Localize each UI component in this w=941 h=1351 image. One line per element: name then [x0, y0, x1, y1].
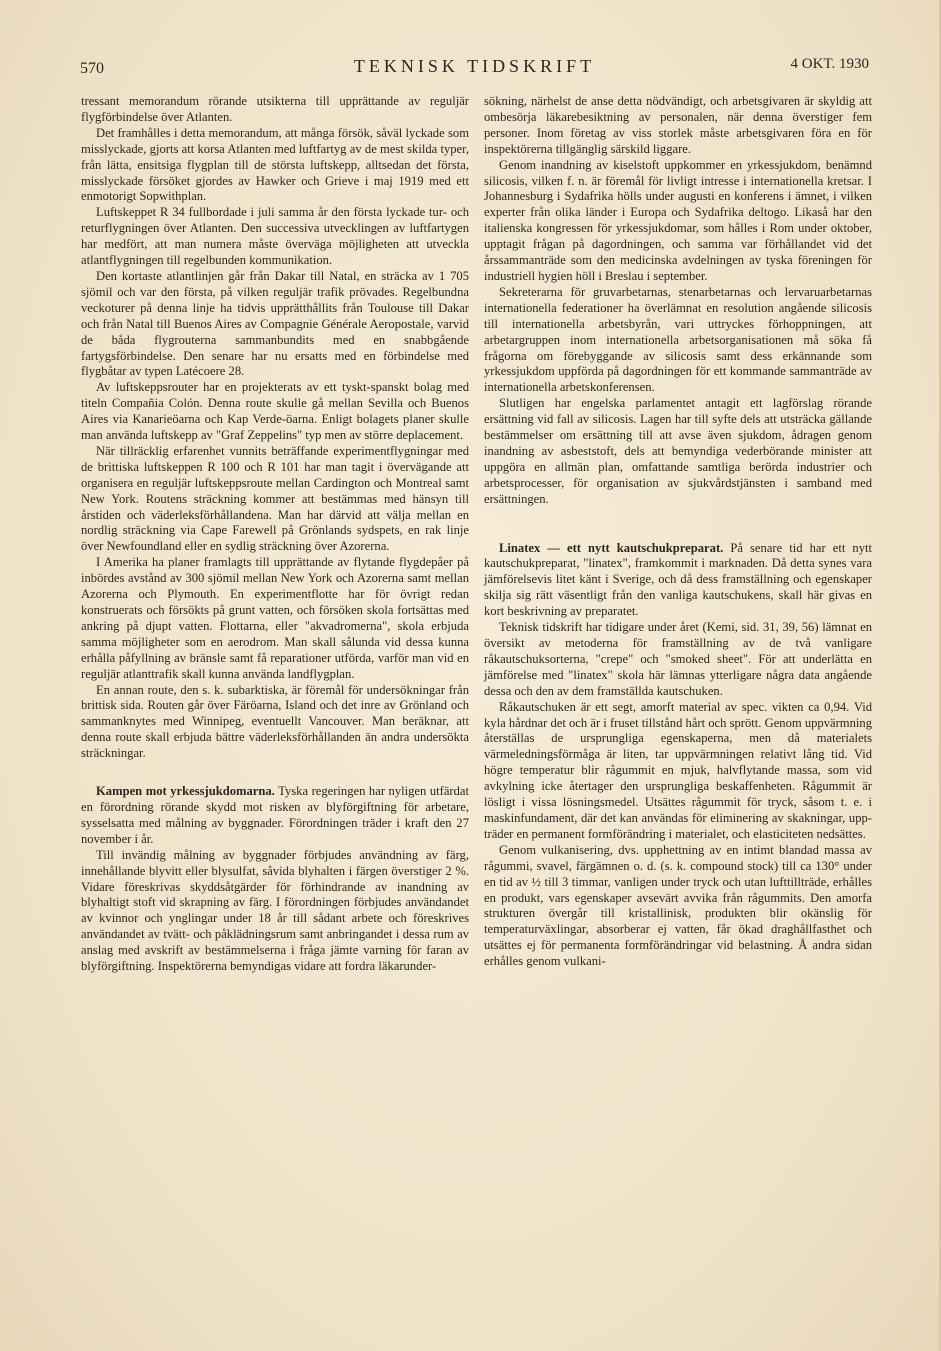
paragraph: Genom inandning av kiselstoft uppkommer en yrkessjukdom, benämnd silicosis, vilken f. n. är föremål för livligt intresse i internationella kretsar. I Johannesburg i Sydafrika hölls under augusti en konferens i ämnet, i vilken experter från olika länder i Europa och Sydafrika deltogo. Likaså har den italienska kongressen för yrkessjukdomar, som hålles i Rom under oktober, upptagit frågan på dagordningen, och samma var förhållandet vid det årssammanträde som den medicinska avdelningen av tyska föreningen för industriell hygien höll i Breslau i september. — [484, 157, 872, 283]
section-lead-text: På senare tid har ett nytt kautschukpreparat, "linatex", framkommit i marknaden. Då detta synes vara jämförelsevis litet känt i Sverige, och då dess framställning och egenskaper skilja sig rätt väsentligt från den vanliga kautschukens, skall här givas en kort beskrivning av preparatet. — [484, 540, 873, 619]
section-lead-text: Tyska regeringen har nyligen utfärdat en förordning rörande skydd mot risken av blyförgiftning för arbetare, sysselsatta med målning av byggnader. Förordningen träder i kraft den 27 november i år. — [81, 784, 469, 846]
section-heading: Linatex — ett nytt kautschukpreparat. — [499, 540, 724, 555]
paragraph: Till invändig målning av byggnader förbjudes användning av färg, innehållande blyvitt eller blysulfat, såvida blyhalten i färgen överstiger 2 %. Vidare föreskrivas skyddsåtgärder för förhindrande av inandning av blyhaltigt stoft vid skrapning av färg. I förordningen förbjudes användandet av kvinnor och ynglingar under 18 år till sådant arbete och föreskrives användandet av tvätt- och påklädningsrum samt anbringandet i dessa rum av anslag med avskrift av bestämmelserna i fråga jämte varning för faran av blyförgiftning. Inspektörerna bemyndigas vidare att fordra läkarunder- — [81, 847, 469, 974]
paragraph: Luftskeppet R 34 fullbordade i juli samma år den första lyckade tur- och returflygningen över Atlanten. Den successiva utvecklingen av luftfartygen har medfört, att man numera måste överväga möjligheten att utveckla atlantflygningen till regelbunden kommunikation. — [81, 205, 469, 268]
section-lead-paragraph — [81, 784, 469, 848]
paragraph: Sekreterarna för gruvarbetarnas, stenarbetarnas och lervaruarbetarnas internationella federationer ha överlämnat en resolution angående silicosis till internationella arbetsbyrån, vari uttryckes förhoppningen, att arbetargruppen inom internationella arbetsorganisationen må söka få frågorna om förebyggande av silicosis samt dess erkännande som yrkessjukdom uppförda på dagordningen för ett kommande sammanträde av internationella arbetskonferensen. — [484, 284, 872, 395]
paragraph: I Amerika ha planer framlagts till upprättande av flytande flygdepåer på inbördes avstånd av 300 sjömil mellan New York och Azorerna samt mellan Azorerna och Plymouth. En experimentflotte har för övrigt redan konstruerats och försökts på grunt vatten, och försöken skola fortsättas med ankring på djupt vatten. Flottarna, eller "akvadromerna", skola erbjuda samma möjligheter som en aerodrom. Man skall sålunda vid dessa kunna erhålla påfyllning av bränsle samt få reparationer utförda, varför man vid en reguljär atlanttrafik skall kunna använda landflygplan. — [81, 555, 469, 681]
paragraph: sökning, närhelst de anse detta nödvändigt, och arbetsgivaren är skyldig att ombesörja läkarebesiktning av personalen, när denna överstiger fem personer. Inom företag av viss storlek måste arbetsgivaren föra en för inspektörerna tillgänglig särskild liggare. — [484, 94, 872, 156]
page-number: 570 — [80, 60, 104, 77]
paragraph: Den kortaste atlantlinjen går från Dakar till Natal, en sträcka av 1 705 sjömil och var den första, på vilken reguljär trafik prövades. Regelbundna veckoturer på denna linje ha tidvis upprätthållits från Toulouse till Dakar och från Natal till Buenos Aires av Compagnie Générale Aeropostale, varvid de båda flygrouterna sammanbundits med en snabbgående fartygsförbindelse. Den senare har nu ersatts med en förbindelse med flygbåtar av typen Latécoere 28. — [81, 268, 469, 379]
paragraph: En annan route, den s. k. subarktiska, är föremål för undersökningar från brittisk sida. Routen går över Färöarna, Island och det inre av Grönland och sammanknytes med Winnipeg, eventuellt Vancouver. Man beräknar, att denna route skall erbjuda bättre väderleksförhållanden än andra undersökta sträckningar. — [81, 682, 469, 761]
paragraph: tressant memorandum rörande utsikterna till upprättande av reguljär flygförbindelse över Atlanten. — [81, 94, 469, 124]
section-heading: Kampen mot yrkessjukdomarna. — [96, 784, 275, 799]
paragraph: Teknisk tidskrift har tidigare under året (Kemi, sid. 31, 39, 56) lämnat en översikt av metoderna för framställning av de två vanligare råkautschuksorterna, "crepe" och "smoked sheet". För att underlätta en jämförelse med "linatex" skola här lämnas ytterligare några data angående dessa och den av dem framställda kautschuken. — [484, 620, 872, 698]
paragraph: Råkautschuken är ett segt, amorft material av spec. vikten ca 0,94. Vid kyla hårdnar det och är i fruset tillstånd hårt och sprött. Genom uppvärmning återställas de ursprungliga egenskaperna, men då materialets värmeledningsförmåga är liten, tar uppvärmningen relativt lång tid. Vid högre temperatur blir rågummit en mjuk, halvflytande massa, som vid avkylning icke återtager den ursprungliga beskaffenheten. Rågummit är lösligt i vissa lösningsmedel. Utsättes rågummit för tryck, såsom t. e. i maskinfundament, där det kan användas för eliminering av skakningar, upp-träder en permanent formförändring i materialet, och elasticiteten nedsättes. — [484, 699, 872, 841]
paragraph: Genom vulkanisering, dvs. upphettning av en intimt blandad massa av rågummi, svavel, färgämnen o. d. (s. k. compound stock) till ca 130° under en tid av ½ till 3 timmar, vanligen under tryck och utan lufttillträde, erhålles en produkt, vars egenskaper avsevärt avvika från rågummits. Den amorfa strukturen övergår till kristallinisk, produkten blir okänslig för temperaturväxlingar, absorberar ej vatten, får ökad draghållfasthet och utsättes ej för permanenta formförändringar vid belastning. Å andra sidan erhålles genom vulkani- — [484, 842, 872, 969]
issue-date: 4 OKT. 1930 — [790, 56, 869, 72]
section-lead-paragraph — [484, 541, 872, 621]
page-header — [80, 56, 869, 80]
paragraph: Det framhålles i detta memorandum, att många försök, såväl lyckade som misslyckade, gjorts att korsa Atlanten med luftfartyg av de mest skilda typer, från lätta, ensitsiga flygplan till de största luftskepp, alltsedan det första, misslyckade försöket gjordes av Hawker och Grieve i maj 1919 med ett enmotorigt Sopwithplan. — [81, 125, 469, 204]
paragraph: Av luftskeppsrouter har en projekterats av ett tyskt-spanskt bolag med titeln Compañia Colón. Denna route skulle gå mellan Sevilla och Buenos Aires via Kanarieöarna och Kap Verde-öarna. Enligt bolagets planer skulle man använda luftskepp av "Graf Zeppelins" typ men av större deplacement. — [81, 380, 469, 443]
right-column — [484, 94, 872, 970]
paragraph: När tillräcklig erfarenhet vunnits beträffande experimentflygningar med de brittiska luftskeppen R 100 och R 101 har man tagit i övervägande att organisera en reguljär luftskeppsroute mellan Cardington och Montreal samt New York. Routens sträckning kommer att bestämmas med hänsyn till årstiden och väderleksförhållandena. Man har därvid att välja mellan en nordlig sträckning via Cape Farewell på Grönlands sydspets, en rak linje över Newfoundland eller en sydlig sträckning över Azorerna. — [81, 443, 469, 554]
paragraph: Slutligen har engelska parlamentet antagit ett lagförslag rörande ersättning vid fall av silicosis. Lagen har till syfte dels att utsträcka gällande bestämmelser om ersättning till att avse även sjukdom, ådragen genom inandning av asbeststoft, dels att bemyndiga vederbörande minister att uppgöra en allmän plan, omfattande samtliga berörda industrier och arbetsprocesser, för organisation av sjukvårdstjänsten i samband med ersättningen. — [484, 396, 872, 506]
left-column — [81, 94, 469, 975]
journal-title: TEKNISK TIDSKRIFT — [353, 56, 596, 76]
